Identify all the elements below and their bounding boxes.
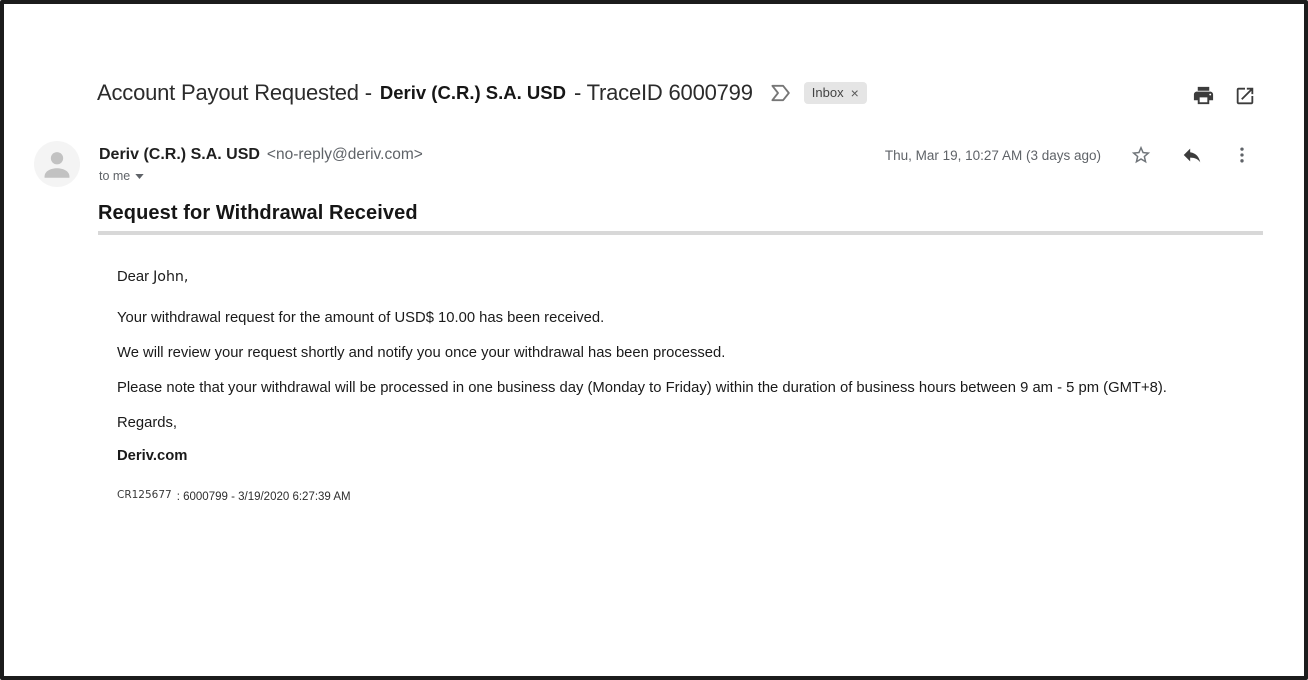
- message-date: Thu, Mar 19, 10:27 AM (3 days ago): [884, 147, 1101, 163]
- more-options-icon[interactable]: [1232, 144, 1252, 166]
- regards-line: Regards,: [117, 415, 178, 431]
- trace-footer: [117, 487, 1237, 507]
- email-body: [117, 267, 1237, 507]
- subject-brand: Deriv (C.R.) S.A. USD: [379, 82, 566, 103]
- title-divider: [98, 231, 1263, 235]
- body-paragraph: We will review your request shortly and notify you once your withdrawal has been processed.: [117, 345, 726, 361]
- inbox-label-text: Inbox: [811, 85, 844, 100]
- body-paragraph: Your withdrawal request for the amount of USD$ 10.00 has been received.: [117, 310, 605, 326]
- star-icon[interactable]: [1130, 144, 1152, 166]
- reply-icon[interactable]: [1181, 144, 1203, 166]
- inbox-label-chip[interactable]: [804, 82, 867, 104]
- chevron-down-icon: [135, 174, 144, 179]
- open-in-new-icon[interactable]: [1234, 85, 1256, 107]
- print-icon[interactable]: [1192, 84, 1215, 107]
- importance-marker-icon[interactable]: [769, 83, 792, 103]
- trace-details: : 6000799 - 3/19/2020 6:27:39 AM: [176, 491, 351, 503]
- message-toolbar: [1192, 84, 1256, 107]
- email-title: Request for Withdrawal Received: [98, 202, 418, 224]
- sender-block: [99, 146, 423, 183]
- recipient-dropdown[interactable]: [99, 169, 144, 183]
- sender-name: Deriv (C.R.) S.A. USD: [99, 146, 260, 163]
- remove-label-icon[interactable]: ×: [850, 84, 859, 101]
- greeting-name: John,: [153, 269, 189, 285]
- trace-ref: CR125677: [117, 489, 172, 501]
- greeting-prefix: Dear: [117, 269, 150, 285]
- subject-row: [97, 80, 867, 106]
- subject-prefix: Account Payout Requested -: [97, 80, 372, 105]
- recipient-label: to me: [99, 169, 131, 183]
- sender-avatar: [34, 141, 80, 187]
- message-meta-row: [885, 144, 1252, 166]
- signature-line: Deriv.com: [117, 448, 188, 464]
- sender-email: <no-reply@deriv.com>: [266, 146, 423, 163]
- subject-suffix: - TraceID 6000799: [573, 80, 753, 105]
- body-paragraph: Please note that your withdrawal will be processed in one business day (Monday to Friday) within the duration of business hours between 9 am - 5 pm (GMT+8).: [117, 380, 1167, 396]
- greeting-line: [117, 267, 1237, 287]
